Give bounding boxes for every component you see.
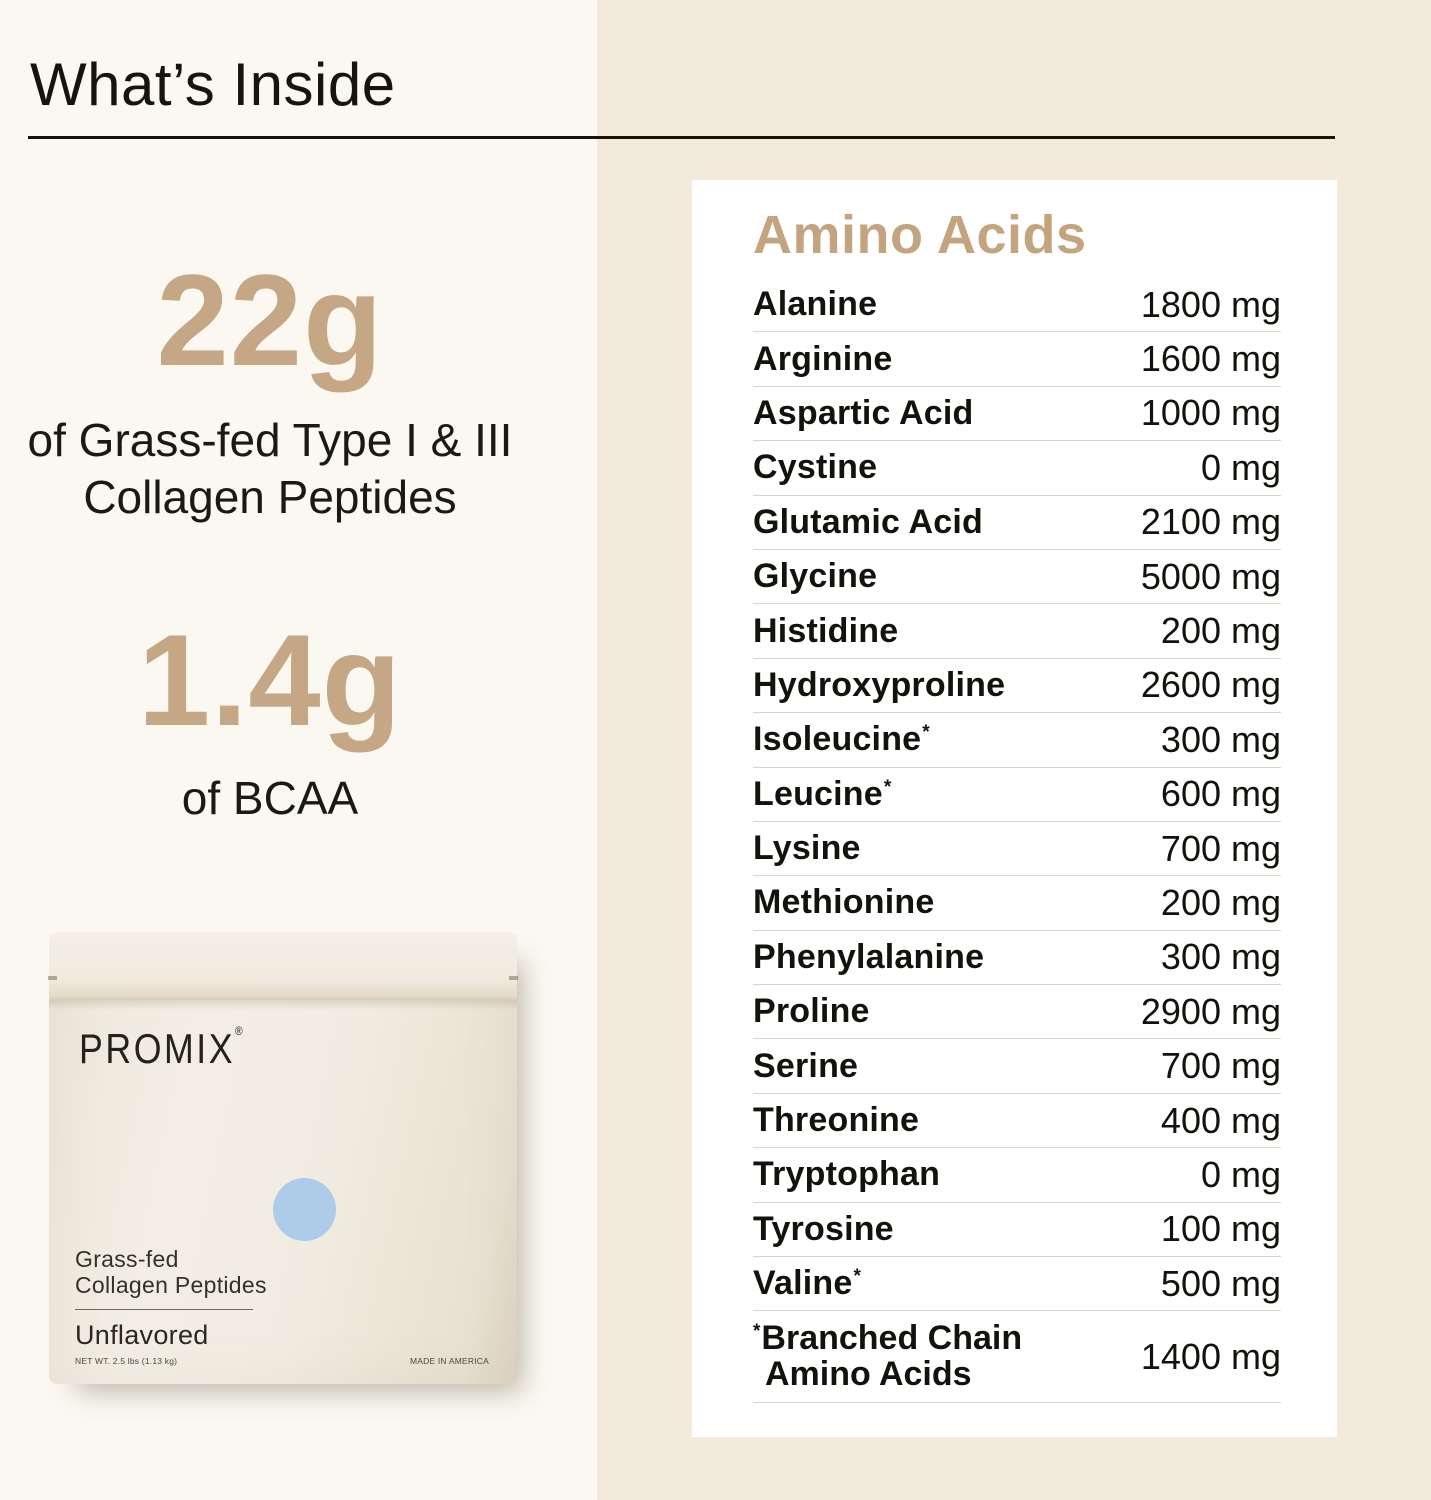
table-row bbox=[753, 387, 1281, 441]
table-footnote-row bbox=[753, 1311, 1281, 1403]
amino-value: 0 mg bbox=[1200, 446, 1281, 488]
amino-value: 200 mg bbox=[1160, 610, 1281, 652]
amino-name: Aspartic Acid bbox=[753, 393, 974, 432]
table-row bbox=[753, 441, 1281, 495]
amino-acids-table bbox=[753, 278, 1281, 1403]
amino-value: 500 mg bbox=[1160, 1262, 1281, 1304]
table-row bbox=[753, 604, 1281, 658]
table-row bbox=[753, 931, 1281, 985]
amino-value: 700 mg bbox=[1160, 827, 1281, 869]
amino-value: 2100 mg bbox=[1140, 501, 1281, 543]
amino-name: Valine* bbox=[753, 1264, 862, 1303]
table-row bbox=[753, 1094, 1281, 1148]
table-row bbox=[753, 1203, 1281, 1257]
amino-name: Lysine bbox=[753, 829, 861, 868]
amino-name: Cystine bbox=[753, 448, 878, 487]
blue-dot-graphic bbox=[273, 1178, 336, 1241]
bag-tear-notch-left bbox=[48, 976, 57, 980]
amino-value: 0 mg bbox=[1200, 1153, 1281, 1195]
stat-collagen-caption bbox=[0, 412, 540, 526]
amino-value: 5000 mg bbox=[1140, 555, 1281, 597]
amino-name: Glycine bbox=[753, 557, 878, 596]
bag-origin-label: MADE IN AMERICA bbox=[409, 1356, 489, 1366]
table-row bbox=[753, 768, 1281, 822]
amino-value: 300 mg bbox=[1160, 718, 1281, 760]
amino-name: Tyrosine bbox=[753, 1209, 894, 1248]
amino-value: 1600 mg bbox=[1140, 338, 1281, 380]
bag-top-seal bbox=[49, 932, 517, 1000]
bag-net-weight: NET WT. 2.5 lbs (1.13 kg) bbox=[75, 1356, 178, 1366]
amino-value: 2900 mg bbox=[1140, 990, 1281, 1032]
amino-name: Histidine bbox=[753, 611, 899, 650]
amino-name: Threonine bbox=[753, 1101, 920, 1140]
table-row bbox=[753, 496, 1281, 550]
bag-crease bbox=[49, 1000, 517, 1010]
table-row bbox=[753, 332, 1281, 386]
bcaa-footnote-value: 1400 mg bbox=[1140, 1335, 1281, 1377]
amino-acids-card bbox=[692, 180, 1337, 1437]
table-row bbox=[753, 876, 1281, 930]
amino-name: Isoleucine* bbox=[753, 720, 930, 759]
bcaa-footnote-name: *Branched Chain Amino Acids bbox=[753, 1319, 1023, 1393]
title-underline bbox=[28, 136, 1335, 139]
amino-value: 300 mg bbox=[1160, 936, 1281, 978]
table-row bbox=[753, 985, 1281, 1039]
stat-collagen-caption-line1: of Grass-fed Type I & III bbox=[27, 414, 513, 466]
amino-value: 700 mg bbox=[1160, 1045, 1281, 1087]
amino-name: Glutamic Acid bbox=[753, 502, 983, 541]
table-row bbox=[753, 1148, 1281, 1202]
amino-name: Arginine bbox=[753, 339, 893, 378]
amino-name: Methionine bbox=[753, 883, 935, 922]
bag-product-name bbox=[75, 1246, 267, 1298]
table-row bbox=[753, 278, 1281, 332]
trademark-symbol: ® bbox=[235, 1024, 243, 1038]
bag-tear-notch-right bbox=[509, 976, 518, 980]
amino-value: 600 mg bbox=[1160, 773, 1281, 815]
amino-value: 2600 mg bbox=[1140, 664, 1281, 706]
amino-name: Leucine* bbox=[753, 774, 892, 813]
amino-name: Serine bbox=[753, 1046, 859, 1085]
amino-value: 200 mg bbox=[1160, 881, 1281, 923]
bag-product-name-line2: Collagen Peptides bbox=[75, 1271, 267, 1298]
amino-name: Alanine bbox=[753, 285, 878, 324]
amino-name: Tryptophan bbox=[753, 1155, 941, 1194]
table-row bbox=[753, 550, 1281, 604]
amino-value: 1800 mg bbox=[1140, 283, 1281, 325]
amino-name: Hydroxyproline bbox=[753, 665, 1006, 704]
amino-value: 100 mg bbox=[1160, 1208, 1281, 1250]
amino-value: 400 mg bbox=[1160, 1099, 1281, 1141]
stat-collagen-caption-line2: Collagen Peptides bbox=[83, 471, 457, 524]
stat-bcaa-grams: 1.4g bbox=[137, 607, 403, 753]
product-bag-image bbox=[49, 932, 517, 1384]
table-row bbox=[753, 822, 1281, 876]
bag-product-name-line1: Grass-fed bbox=[75, 1246, 179, 1272]
stat-collagen-grams: 22g bbox=[156, 247, 384, 393]
bag-flavor-label: Unflavored bbox=[75, 1320, 209, 1350]
amino-name: Proline bbox=[753, 992, 870, 1031]
table-row bbox=[753, 1257, 1281, 1311]
brand-logo: PROMIX® bbox=[79, 1024, 243, 1072]
table-row bbox=[753, 1039, 1281, 1093]
amino-name: Phenylalanine bbox=[753, 937, 985, 976]
amino-value: 1000 mg bbox=[1140, 392, 1281, 434]
page-title: What’s Inside bbox=[30, 51, 396, 118]
table-row bbox=[753, 659, 1281, 713]
bag-label-divider bbox=[75, 1309, 253, 1310]
amino-acids-title: Amino Acids bbox=[753, 205, 1087, 265]
table-row bbox=[753, 713, 1281, 767]
stat-bcaa-caption: of BCAA bbox=[181, 772, 359, 824]
